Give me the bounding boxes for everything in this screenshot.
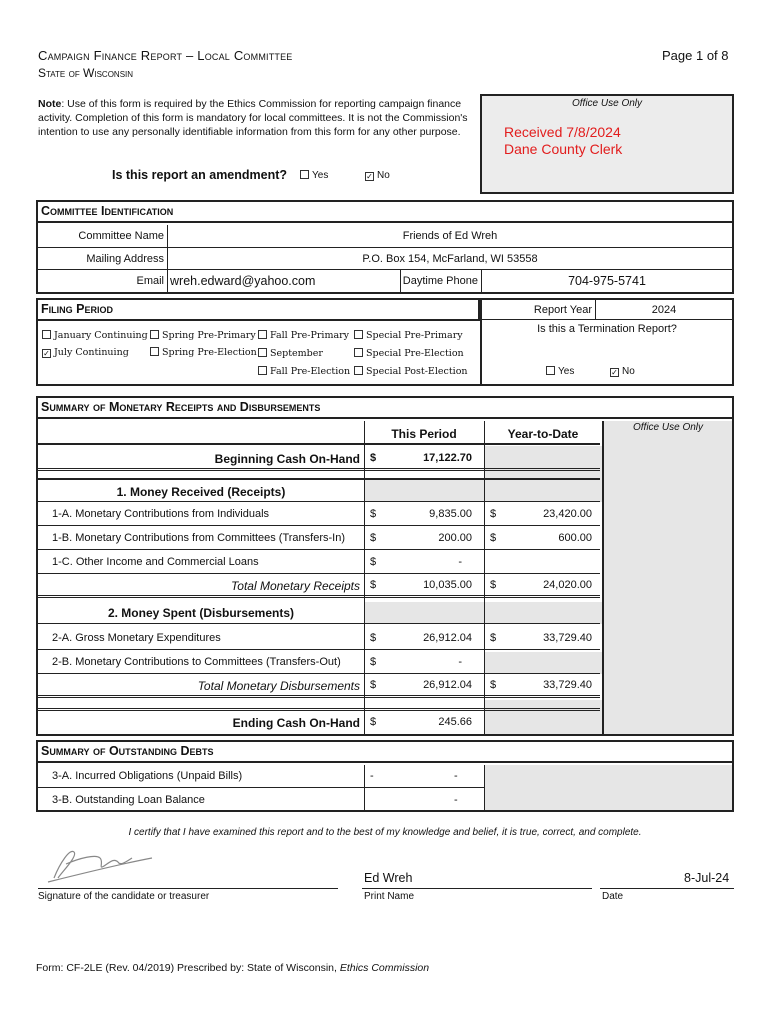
- ytd-header: Year-to-Date: [507, 427, 579, 441]
- email-label: Email: [38, 270, 168, 292]
- total-disbursements-row: [38, 674, 600, 698]
- name-line: [362, 888, 592, 889]
- checkbox-icon[interactable]: [546, 366, 555, 375]
- opt-label: Special Pre-Election: [366, 348, 464, 359]
- total-disbursements-label: Total Monetary Disbursements: [197, 679, 360, 693]
- checked-checkbox-icon[interactable]: ✓: [43, 349, 50, 358]
- checkbox-icon[interactable]: [354, 366, 363, 375]
- row-2a: [38, 626, 600, 650]
- spent-header-row: [38, 602, 600, 624]
- report-year-label: Report Year: [482, 300, 596, 319]
- ending-cash-value: 245.66: [438, 716, 472, 728]
- total-disbursements-ytd: 33,729.40: [543, 679, 592, 691]
- filing-period-section: [36, 298, 734, 386]
- row-3b-label: 3-B. Outstanding Loan Balance: [52, 794, 205, 806]
- termination-yes[interactable]: [546, 366, 574, 377]
- print-name-value: Ed Wreh: [364, 871, 413, 885]
- committee-name: Friends of Ed Wreh: [402, 230, 498, 242]
- page-number: Page 1 of 8: [662, 48, 729, 63]
- opt-special-pre-primary[interactable]: [354, 330, 463, 341]
- opt-july-continuing[interactable]: [42, 347, 129, 358]
- checked-checkbox-icon[interactable]: ✓: [366, 172, 373, 181]
- certification-text: I certify that I have examined this report and to the best of my knowledge and belief, it is true, correct, and complete.: [128, 827, 642, 838]
- row-1a-label: 1-A. Monetary Contributions from Individuals: [52, 508, 270, 520]
- row-2b-label: 2-B. Monetary Contributions to Committees (Transfers-Out): [52, 656, 341, 668]
- filing-section-title: Filing Period: [38, 300, 480, 321]
- row-1a-this-period: 9,835.00: [429, 508, 472, 520]
- currency-sign: $: [490, 579, 497, 591]
- mailing-address-label: Mailing Address: [38, 248, 168, 269]
- opt-special-post-election[interactable]: [354, 366, 468, 377]
- report-year-row: [482, 300, 732, 320]
- opt-label: July Continuing: [54, 347, 129, 358]
- signature-image: [40, 838, 160, 891]
- currency-sign: $: [370, 508, 377, 520]
- row-1c-this-period: -: [458, 556, 462, 568]
- received-office: Dane County Clerk: [504, 141, 623, 157]
- date-line: [600, 888, 734, 889]
- row-3a-label: 3-A. Incurred Obligations (Unpaid Bills): [52, 770, 243, 782]
- row-1b-ytd: 600.00: [558, 532, 592, 544]
- amendment-no-label: No: [377, 170, 390, 181]
- row-1b-label: 1-B. Monetary Contributions from Committees (Transfers-In): [52, 532, 346, 544]
- checkbox-icon[interactable]: [354, 348, 363, 357]
- currency-sign: $: [490, 632, 497, 644]
- currency-sign: $: [370, 656, 377, 668]
- summary-office-label: Office Use Only: [632, 422, 704, 433]
- checkbox-icon[interactable]: [258, 366, 267, 375]
- signature-label: Signature of the candidate or treasurer: [38, 891, 210, 902]
- signature-line: [38, 888, 338, 889]
- mailing-address-row: [38, 248, 732, 270]
- money-spent-header: 2. Money Spent (Disbursements): [107, 606, 295, 620]
- row-1a-ytd: 23,420.00: [543, 508, 592, 520]
- amendment-yes-label: Yes: [312, 170, 329, 181]
- currency-sign: $: [370, 556, 377, 568]
- committee-section-title: Committee Identification: [38, 202, 732, 223]
- total-receipts-label: Total Monetary Receipts: [231, 579, 360, 593]
- opt-fall-pre-primary[interactable]: [258, 330, 349, 341]
- termination-question: Is this a Termination Report?: [537, 323, 677, 335]
- debts-section-title: Summary of Outstanding Debts: [38, 742, 732, 763]
- row-2a-label: 2-A. Gross Monetary Expenditures: [52, 632, 221, 644]
- received-date: Received 7/8/2024: [504, 124, 621, 140]
- print-name-label: Print Name: [364, 891, 415, 902]
- beginning-cash-label: Beginning Cash On-Hand: [214, 452, 360, 466]
- row-3b: [38, 789, 484, 812]
- received-header-row: [38, 478, 600, 502]
- row-2a-this-period: 26,912.04: [423, 632, 472, 644]
- office-use-label: Office Use Only: [571, 98, 643, 109]
- row-3b-value: -: [454, 794, 458, 806]
- termination-no[interactable]: [610, 366, 635, 377]
- checked-checkbox-icon[interactable]: ✓: [611, 368, 618, 377]
- row-2a-ytd: 33,729.40: [543, 632, 592, 644]
- checkbox-icon[interactable]: [354, 330, 363, 339]
- note-label: Note: [38, 98, 62, 110]
- phone-label: Daytime Phone: [400, 270, 482, 292]
- opt-label: September: [270, 348, 323, 359]
- row-3a: [38, 765, 484, 788]
- checkbox-icon[interactable]: [300, 170, 309, 179]
- checkbox-icon[interactable]: [150, 347, 159, 356]
- committee-name-row: [38, 225, 732, 248]
- row-1c-label: 1-C. Other Income and Commercial Loans: [52, 556, 259, 568]
- total-receipts-this-period: 10,035.00: [423, 579, 472, 591]
- checkbox-icon[interactable]: [258, 348, 267, 357]
- total-receipts-row: [38, 574, 600, 598]
- office-use-box: [480, 94, 734, 194]
- debts-section: [36, 740, 734, 812]
- report-year: 2024: [651, 303, 677, 316]
- opt-fall-pre-election[interactable]: [258, 366, 350, 377]
- footer-agency: Ethics Commission: [339, 962, 430, 974]
- opt-label: Spring Pre-Primary: [162, 330, 256, 341]
- form-footer: [36, 962, 429, 974]
- footer-text: Form: CF-2LE (Rev. 04/2019) Prescribed by: State of Wisconsin,: [36, 962, 340, 974]
- opt-label: Special Pre-Primary: [366, 330, 463, 341]
- debts-divider-2: [484, 765, 485, 810]
- beginning-cash-value: 17,122.70: [423, 452, 472, 464]
- checkbox-icon[interactable]: [258, 330, 267, 339]
- amendment-question: Is this report an amendment?: [112, 168, 288, 182]
- currency-sign: -: [370, 770, 374, 782]
- this-period-header: This Period: [391, 427, 457, 441]
- opt-label: Spring Pre-Election: [162, 347, 257, 358]
- row-3a-value: -: [454, 770, 458, 782]
- total-disbursements-this-period: 26,912.04: [423, 679, 472, 691]
- received-stamp: [504, 124, 622, 158]
- form-state: State of Wisconsin: [38, 66, 134, 80]
- currency-sign: $: [370, 579, 377, 591]
- row-1a: [38, 502, 600, 526]
- amendment-no[interactable]: [365, 170, 390, 181]
- currency-sign: $: [370, 679, 377, 691]
- opt-label: January Continuing: [54, 330, 148, 341]
- checkbox-icon[interactable]: [150, 330, 159, 339]
- phone-value: 704-975-5741: [568, 274, 646, 288]
- opt-label: No: [622, 366, 635, 377]
- committee-name-label: Committee Name: [38, 225, 168, 247]
- opt-label: Yes: [558, 366, 575, 377]
- date-label: Date: [602, 891, 624, 902]
- total-receipts-ytd: 24,020.00: [543, 579, 592, 591]
- opt-september[interactable]: [258, 348, 323, 359]
- date-value: 8-Jul-24: [684, 871, 730, 885]
- money-received-header: 1. Money Received (Receipts): [116, 485, 286, 499]
- currency-sign: $: [370, 632, 377, 644]
- column-headers: [38, 421, 600, 445]
- contact-row: [38, 270, 732, 292]
- opt-special-pre-election[interactable]: [354, 348, 464, 359]
- row-2b-this-period: -: [458, 656, 462, 668]
- currency-sign: $: [490, 508, 497, 520]
- currency-sign: $: [490, 532, 497, 544]
- summary-section-title: Summary of Monetary Receipts and Disbursements: [38, 398, 732, 419]
- opt-january-continuing[interactable]: [42, 330, 148, 341]
- opt-spring-pre-primary[interactable]: [150, 330, 256, 341]
- email-value: wreh.edward@yahoo.com: [170, 274, 316, 288]
- opt-label: Fall Pre-Primary: [270, 330, 350, 341]
- opt-spring-pre-election[interactable]: [150, 347, 257, 358]
- committee-identification-section: [36, 200, 734, 294]
- ending-cash-row: [38, 708, 600, 734]
- row-1c: [38, 550, 600, 574]
- summary-office-use: [602, 421, 732, 734]
- form-title: Campaign Finance Report – Local Committee: [38, 48, 293, 63]
- currency-sign: $: [490, 679, 497, 691]
- amendment-yes[interactable]: [300, 170, 328, 181]
- ending-cash-label: Ending Cash On-Hand: [232, 716, 360, 730]
- currency-sign: $: [370, 532, 377, 544]
- currency-sign: $: [370, 716, 377, 728]
- opt-label: Fall Pre-Election: [270, 366, 351, 377]
- beginning-cash-row: [38, 447, 600, 471]
- currency-sign: $: [370, 452, 377, 464]
- mailing-address: P.O. Box 154, McFarland, WI 53558: [362, 252, 538, 265]
- row-2b: [38, 650, 600, 674]
- debts-grey-area: [484, 765, 732, 810]
- row-1b-this-period: 200.00: [438, 532, 472, 544]
- checkbox-icon[interactable]: [42, 330, 51, 339]
- note-text: : Use of this form is required by the Ethics Commission for reporting campaign finance activity. Completion of this form is mandatory for local committees. It is not the Commission's intention to use any personally identifiable information from this form for any other purpose.: [38, 98, 468, 138]
- privacy-note: [38, 97, 478, 139]
- row-1b: [38, 526, 600, 550]
- summary-section: [36, 396, 734, 736]
- opt-label: Special Post-Election: [366, 366, 468, 377]
